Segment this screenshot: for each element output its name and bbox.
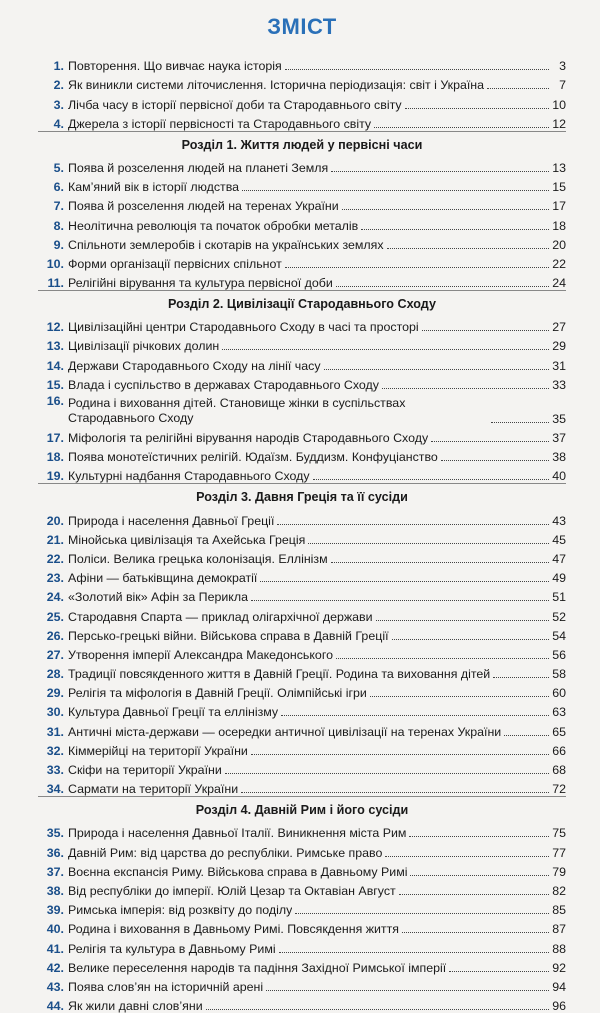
- toc-entry[interactable]: [38, 156, 566, 175]
- toc-entry-page: 49: [552, 571, 566, 586]
- toc-entry-number: 37.: [46, 864, 64, 879]
- toc-entry-page: 65: [552, 724, 566, 739]
- toc-entry-number: 30.: [46, 705, 64, 720]
- toc-entry-page: 47: [552, 551, 566, 566]
- toc-entry[interactable]: [38, 956, 566, 975]
- toc-entry-title: Неолітична революція та початок обробки металів: [68, 218, 359, 233]
- toc-entry[interactable]: [38, 547, 566, 566]
- toc-entry-title: Природа і населення Давньої Греції: [68, 513, 275, 528]
- toc-entry[interactable]: [38, 604, 566, 623]
- toc-entry-number: 25.: [46, 609, 64, 624]
- toc-entry-number: 11.: [47, 276, 64, 291]
- toc-entry-title: Від республіки до імперії. Юлій Цезар та Октавіан Август: [68, 883, 396, 898]
- toc-entry-title: Релігійні вірування та культура первісної доби: [68, 276, 333, 291]
- toc-entry-title: Лічба часу в історії первісної доби та Стародавнього світу: [68, 97, 402, 112]
- toc-entry-page: 33: [552, 377, 566, 392]
- toc-entry[interactable]: [38, 175, 566, 194]
- dot-leader: [260, 581, 549, 582]
- toc-entry-title: Як виникли системи літочислення. Історична періодизація: світ і Україна: [68, 78, 485, 93]
- toc-entry-title: Природа і населення Давньої Італії. Виникнення міста Рим: [68, 826, 407, 841]
- toc-entry-title: Цивілізаційні центри Стародавнього Сходу в часі та просторі: [68, 320, 419, 335]
- dot-leader: [382, 388, 549, 389]
- toc-entry-title: Мінойська цивілізація та Ахейська Греція: [68, 532, 306, 547]
- toc-entry[interactable]: [38, 353, 566, 372]
- toc-entry-page: 31: [552, 358, 566, 373]
- toc-entry-page: 56: [552, 647, 566, 662]
- toc-entry-page: 35: [552, 411, 566, 426]
- toc-entry-number: 9.: [53, 237, 64, 252]
- toc-entry-page: 10: [552, 97, 566, 112]
- toc-entry-page: 87: [552, 922, 566, 937]
- toc-entry-number: 38.: [46, 883, 64, 898]
- dot-leader: [331, 171, 549, 172]
- toc-entry-number: 41.: [46, 941, 64, 956]
- toc-entry-page: 88: [552, 941, 566, 956]
- toc-entry[interactable]: [38, 566, 566, 585]
- toc-entry[interactable]: [38, 840, 566, 859]
- toc-entry-title: Культура Давньої Греції та еллінізму: [68, 705, 279, 720]
- toc-entry[interactable]: [38, 426, 566, 445]
- toc-entry-title: Цивілізації річкових долин: [68, 339, 220, 354]
- dot-leader: [387, 248, 549, 249]
- dot-leader: [410, 875, 549, 876]
- toc-entry-title: Поява й розселення людей на теренах України: [68, 199, 339, 214]
- toc-entry-page: 37: [552, 431, 566, 445]
- section-divider: [38, 290, 566, 291]
- toc-entry-page: 66: [552, 743, 566, 758]
- dot-leader: [331, 562, 549, 563]
- toc-entry[interactable]: [38, 213, 566, 232]
- toc-entry-number: 39.: [46, 903, 64, 918]
- toc-entry-number: 32.: [46, 743, 64, 758]
- toc-entry-page: 12: [552, 116, 566, 131]
- toc-entry[interactable]: [38, 719, 566, 738]
- toc-entry-page: 24: [552, 276, 566, 291]
- toc-entry-page: 29: [552, 339, 566, 354]
- toc-entry[interactable]: [38, 624, 566, 643]
- toc-entry[interactable]: [38, 528, 566, 547]
- toc-entry[interactable]: [38, 508, 566, 527]
- toc-entry-number: 27.: [46, 647, 64, 662]
- toc-entry-number: 23.: [46, 571, 64, 586]
- toc-entry-title: Античні міста-держави — осередки античної цивілізації на теренах України: [68, 724, 502, 739]
- dot-leader: [374, 127, 549, 128]
- toc-entry-page: 20: [552, 237, 566, 252]
- toc-entry[interactable]: [38, 334, 566, 353]
- toc-entry-number: 43.: [46, 979, 64, 994]
- dot-leader: [242, 190, 549, 191]
- toc-entry-title: Культурні надбання Стародавнього Сходу: [68, 469, 310, 484]
- toc-entry-page: 79: [552, 864, 566, 879]
- dot-leader: [504, 735, 549, 736]
- dot-leader: [266, 990, 549, 991]
- toc-entry-title: Релігія та міфологія в Давній Греції. Олімпійські ігри: [68, 686, 367, 701]
- dot-leader: [225, 773, 549, 774]
- dot-leader: [422, 330, 549, 331]
- toc-entry-page: 60: [552, 686, 566, 701]
- dot-leader: [313, 479, 549, 480]
- dot-leader: [361, 229, 549, 230]
- toc-entry-page: 77: [552, 845, 566, 860]
- dot-leader: [336, 286, 549, 287]
- toc-entry[interactable]: [38, 315, 566, 334]
- dot-leader: [409, 836, 549, 837]
- dot-leader: [308, 543, 549, 544]
- toc-entry-number: 7.: [53, 199, 64, 214]
- toc-entry-page: 54: [552, 628, 566, 643]
- dot-leader: [324, 369, 549, 370]
- toc-entry-number: 3.: [53, 97, 64, 112]
- toc-entry-page: 17: [552, 199, 566, 214]
- toc-entry-number: 19.: [46, 469, 64, 484]
- toc-entry[interactable]: [38, 662, 566, 681]
- toc-entry-page: 38: [552, 450, 566, 465]
- toc-entry-number: 20.: [46, 513, 64, 528]
- toc-entry[interactable]: [38, 73, 566, 92]
- dot-leader: [370, 696, 549, 697]
- toc-entry-title: Джерела з історії первісності та Стародавнього світу: [68, 116, 372, 131]
- toc-entry-page: 15: [552, 180, 566, 195]
- toc-entry-number: 26.: [46, 628, 64, 643]
- toc-entry-title: Кам’яний вік в історії людства: [68, 180, 240, 195]
- toc-entry-number: 2.: [53, 78, 64, 93]
- toc-entry-number: 13.: [46, 339, 64, 354]
- toc-entry-number: 34.: [46, 782, 64, 797]
- toc-entry[interactable]: [38, 112, 566, 131]
- toc-entry-number: 35.: [46, 826, 64, 841]
- toc-entry-title: Релігія та культура в Давньому Римі: [68, 941, 276, 956]
- toc-entry-page: 94: [552, 979, 566, 994]
- toc-entry-number: 40.: [46, 922, 64, 937]
- dot-leader: [251, 754, 549, 755]
- toc-entry-page: 40: [552, 469, 566, 484]
- dot-leader: [342, 209, 549, 210]
- dot-leader: [376, 620, 549, 621]
- toc-entry-title: «Золотий вік» Афін за Перикла: [68, 590, 248, 605]
- toc-entry-title: Римська імперія: від розквіту до поділу: [68, 903, 293, 918]
- dot-leader: [285, 267, 549, 268]
- toc-entry-number: 4.: [53, 116, 64, 131]
- toc-entry-page: 96: [552, 999, 566, 1013]
- section-heading: Розділ 2. Цивілізації Стародавнього Сходу: [168, 297, 436, 312]
- toc-entry-page: 75: [552, 826, 566, 841]
- toc-entry-number: 14.: [46, 358, 64, 373]
- toc-entry-number: 44.: [46, 999, 64, 1013]
- toc-entry-number: 1.: [53, 59, 64, 74]
- toc-entry[interactable]: [38, 898, 566, 917]
- toc-entry[interactable]: [38, 585, 566, 604]
- toc-entry-number: 8.: [53, 218, 64, 233]
- toc-entry[interactable]: [38, 700, 566, 719]
- dot-leader: [206, 1009, 549, 1010]
- toc-entry-title: Сармати на території України: [68, 782, 239, 797]
- section-divider: [38, 131, 566, 132]
- toc-entry-title: Утворення імперії Александра Македонського: [68, 647, 333, 662]
- toc-entry[interactable]: [38, 975, 566, 994]
- toc-entry-title: Поліси. Велика грецька колонізація. Еллінізм: [68, 551, 328, 566]
- toc-entry-title: Персько-грецькі війни. Військова справа в Давній Греції: [68, 628, 389, 643]
- toc-entry-page: 7: [559, 78, 566, 93]
- toc-entry[interactable]: [38, 271, 566, 290]
- toc-entry-page: 85: [552, 903, 566, 918]
- toc-entry-number: 28.: [46, 667, 64, 682]
- toc-entry-title: Спільноти землеробів і скотарів на українських землях: [68, 237, 384, 252]
- toc-entry-number: 15.: [46, 377, 64, 392]
- toc-entry-title: Форми організації первісних спільнот: [68, 256, 282, 271]
- toc-entry[interactable]: [38, 879, 566, 898]
- toc-entry-title: Афіни — батьківщина демократії: [68, 571, 258, 586]
- toc-entry-title: Поява слов’ян на історичній арені: [68, 979, 264, 994]
- toc-entry-title: Стародавня Спарта — приклад олігархічної держави: [68, 609, 373, 624]
- toc-entry-number: 6.: [53, 180, 64, 195]
- toc-entry[interactable]: [38, 252, 566, 271]
- toc-entry-number: 16.: [46, 393, 64, 408]
- toc-entry-title: Воєнна експансія Риму. Військова справа в Давньому Римі: [68, 864, 408, 879]
- dot-leader: [251, 600, 549, 601]
- toc-entry[interactable]: [38, 464, 566, 483]
- toc-entry-page: 72: [552, 782, 566, 797]
- toc-entry-title: Поява й розселення людей на планеті Земля: [68, 160, 329, 175]
- dot-leader: [449, 971, 549, 972]
- toc-entry-title: Держави Стародавнього Сходу на лінії часу: [68, 358, 321, 373]
- toc-entry-number: 5.: [53, 160, 64, 175]
- toc-entry-number: 17.: [46, 431, 64, 445]
- dot-leader: [399, 894, 549, 895]
- toc-entry-page: 92: [552, 960, 566, 975]
- toc-entry[interactable]: [38, 777, 566, 796]
- toc-list: [38, 54, 566, 1013]
- dot-leader: [405, 108, 549, 109]
- toc-entry[interactable]: [38, 681, 566, 700]
- toc-entry[interactable]: [38, 917, 566, 936]
- toc-entry-page: 3: [559, 59, 566, 74]
- toc-entry-page: 82: [552, 883, 566, 898]
- toc-entry-title: Давній Рим: від царства до республіки. Римське право: [68, 845, 383, 860]
- toc-entry-title: Повторення. Що вивчає наука історія: [68, 59, 282, 74]
- dot-leader: [441, 460, 549, 461]
- toc-entry[interactable]: [38, 936, 566, 955]
- toc-entry-page: 58: [552, 667, 566, 682]
- toc-entry-title: Велике переселення народів та падіння Західної Римської імперії: [68, 960, 447, 975]
- toc-entry-page: 51: [552, 590, 566, 605]
- toc-entry[interactable]: [38, 92, 566, 111]
- toc-entry-page: 52: [552, 609, 566, 624]
- dot-leader: [295, 913, 549, 914]
- toc-entry-number: 31.: [46, 724, 64, 739]
- dot-leader: [431, 441, 549, 442]
- dot-leader: [402, 932, 549, 933]
- dot-leader: [392, 639, 549, 640]
- toc-entry[interactable]: [38, 821, 566, 840]
- toc-entry[interactable]: [38, 758, 566, 777]
- toc-entry-title: Родина і виховання дітей. Становище жінки в суспільствах Стародавнього Сходу: [68, 395, 406, 425]
- toc-entry[interactable]: [38, 643, 566, 662]
- dot-leader: [281, 715, 549, 716]
- toc-entry-number: 21.: [46, 532, 64, 547]
- toc-entry-title: Скіфи на території України: [68, 763, 222, 777]
- toc-entry[interactable]: [38, 233, 566, 252]
- dot-leader: [222, 349, 549, 350]
- toc-entry-title: Влада і суспільство в державах Стародавнього Сходу: [68, 377, 379, 392]
- toc-entry[interactable]: [38, 373, 566, 392]
- toc-entry-number: 29.: [46, 686, 64, 701]
- toc-entry-number: 33.: [46, 763, 64, 777]
- toc-entry-number: 10.: [46, 256, 64, 271]
- toc-entry-title: Поява монотеїстичних релігій. Юдаїзм. Буддизм. Конфуціанство: [68, 450, 438, 465]
- toc-entry-page: 68: [552, 763, 566, 777]
- toc-entry-number: 24.: [46, 590, 64, 605]
- toc-entry-title: Традиції повсякденного життя в Давній Греції. Родина та виховання дітей: [68, 667, 491, 682]
- toc-entry[interactable]: [38, 739, 566, 758]
- toc-entry-title: Міфологія та релігійні вірування народів Стародавнього Сходу: [68, 431, 429, 445]
- toc-entry[interactable]: [38, 860, 566, 879]
- section-divider: [38, 796, 566, 797]
- toc-entry-page: 18: [552, 218, 566, 233]
- section-heading: Розділ 3. Давня Греція та її сусіди: [196, 490, 408, 505]
- toc-entry-page: 45: [552, 532, 566, 547]
- dot-leader: [491, 422, 549, 423]
- toc-entry-number: 12.: [46, 320, 64, 335]
- toc-entry-number: 22.: [46, 551, 64, 566]
- toc-entry[interactable]: [38, 445, 566, 464]
- toc-entry-number: 42.: [46, 960, 64, 975]
- dot-leader: [385, 856, 549, 857]
- toc-entry[interactable]: [38, 54, 566, 73]
- toc-entry-title: Як жили давні слов’яни: [68, 999, 203, 1013]
- toc-entry-number: 36.: [46, 845, 64, 860]
- toc-entry-page: 13: [552, 160, 566, 175]
- dot-leader: [487, 88, 549, 89]
- toc-entry[interactable]: [38, 392, 566, 426]
- toc-entry-title: Родина і виховання в Давньому Римі. Повсякдення життя: [68, 922, 399, 937]
- dot-leader: [241, 792, 549, 793]
- section-divider: [38, 483, 566, 484]
- dot-leader: [336, 658, 549, 659]
- toc-entry-number: 18.: [46, 450, 64, 465]
- page-title: ЗМІСТ: [267, 14, 337, 39]
- dot-leader: [285, 69, 549, 70]
- dot-leader: [279, 952, 549, 953]
- toc-entry-title: Кіммерійці на території України: [68, 743, 248, 758]
- dot-leader: [277, 524, 549, 525]
- dot-leader: [493, 677, 549, 678]
- toc-entry-page: 22: [552, 256, 566, 271]
- toc-entry-page: 43: [552, 513, 566, 528]
- toc-entry[interactable]: [38, 994, 566, 1013]
- section-heading: Розділ 4. Давній Рим і його сусіди: [195, 803, 409, 818]
- toc-entry-page: 27: [552, 320, 566, 335]
- section-heading: Розділ 1. Життя людей у первісні часи: [181, 137, 423, 152]
- toc-entry[interactable]: [38, 194, 566, 213]
- toc-entry-page: 63: [552, 705, 566, 720]
